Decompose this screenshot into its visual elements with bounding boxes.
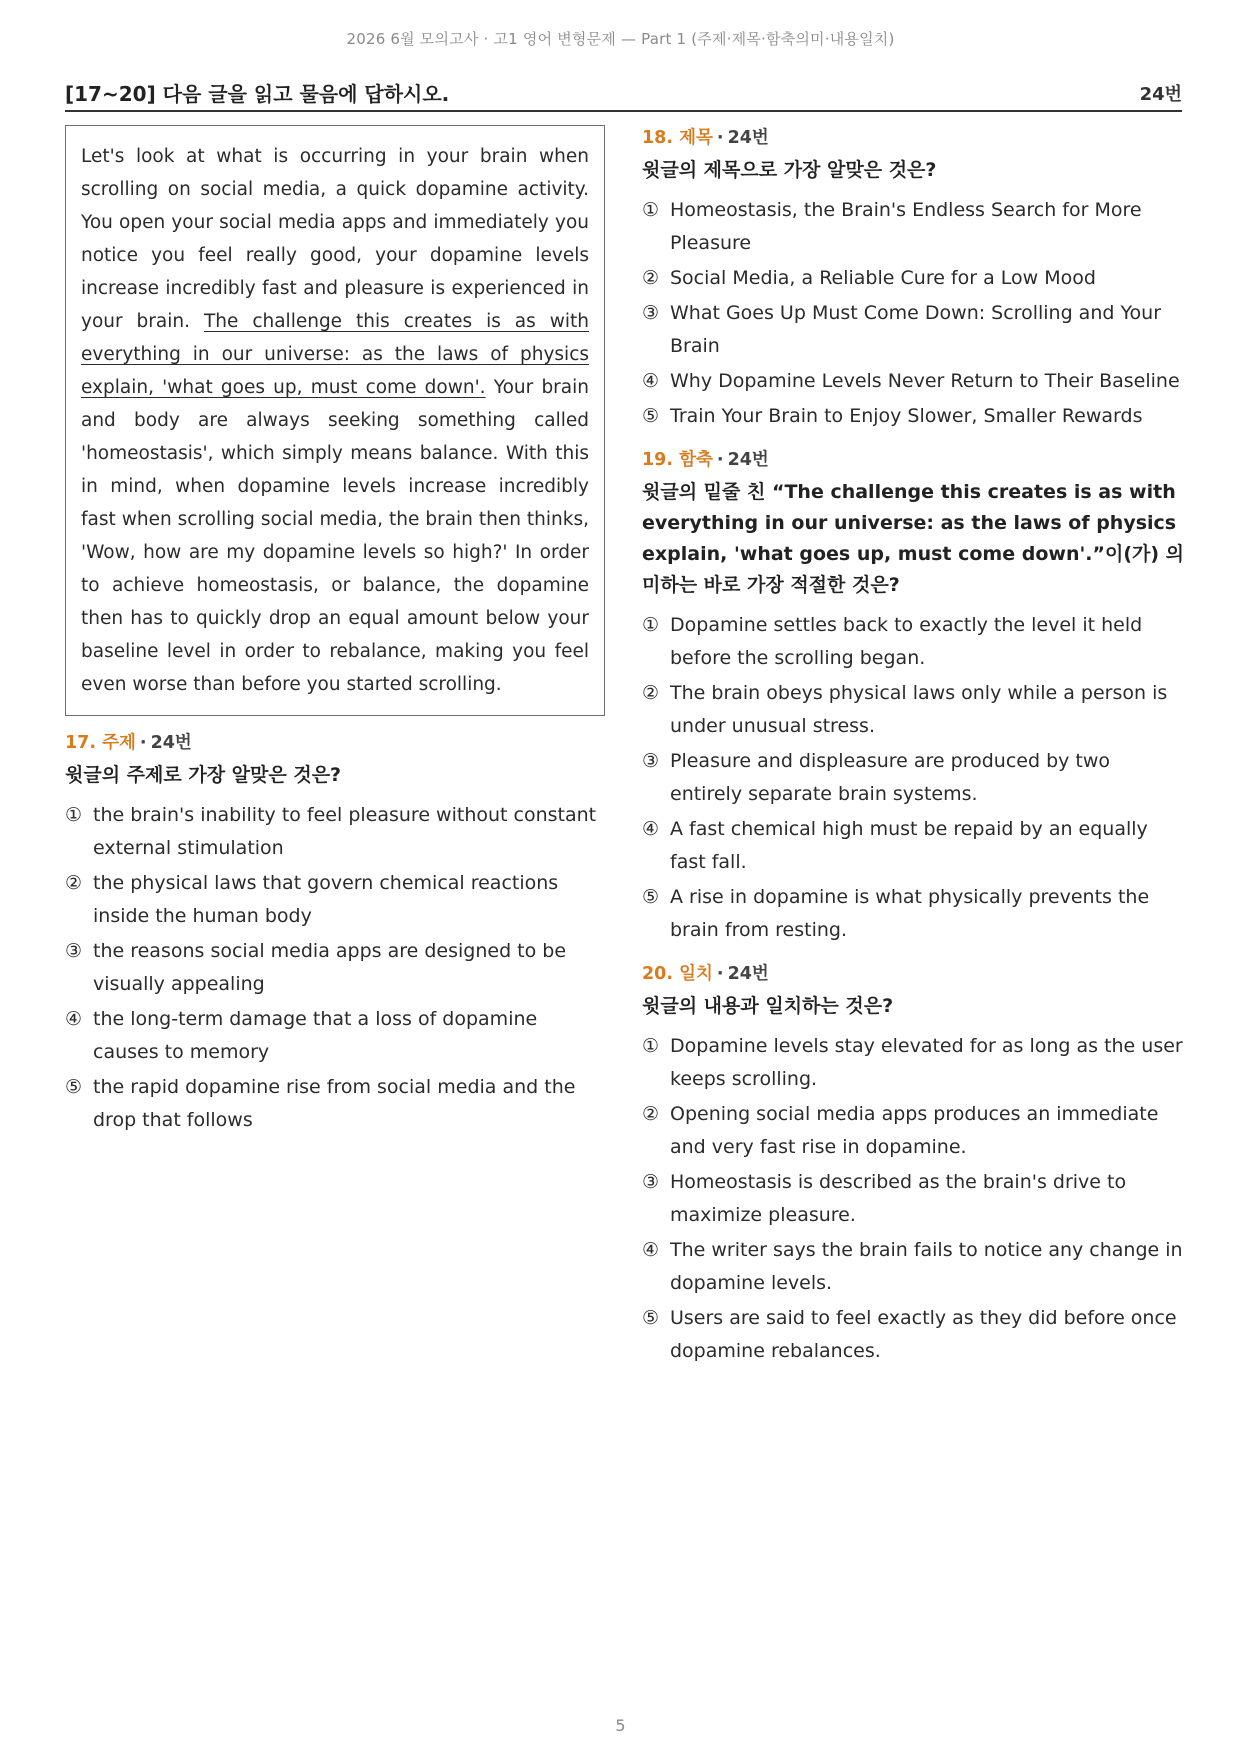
option-marker: ①	[65, 804, 83, 826]
running-header: 2026 6월 모의고사 · 고1 영어 변형문제 — Part 1 (주제·제목·함축의미·내용일치)	[346, 30, 895, 48]
meta-separator: ·	[716, 128, 724, 148]
option-text: the long-term damage that a loss of dopamine causes to memory	[93, 1008, 538, 1063]
question-ref: 24번	[727, 450, 769, 470]
option-text: the physical laws that govern chemical reactions inside the human body	[93, 872, 559, 927]
question-prompt: 윗글의 제목으로 가장 알맞은 것은?	[642, 159, 937, 181]
answer-option[interactable]	[65, 867, 605, 933]
option-text: Opening social media apps produces an immediate and very fast rise in dopamine.	[670, 1103, 1159, 1158]
answer-options	[642, 609, 1187, 947]
meta-separator: ·	[139, 733, 147, 753]
option-marker: ①	[642, 199, 660, 221]
option-text: A fast chemical high must be repaid by an equally fast fall.	[670, 818, 1148, 873]
option-marker: ③	[642, 302, 660, 324]
option-text: The brain obeys physical laws only while a person is under unusual stress.	[670, 682, 1168, 737]
option-marker: ①	[642, 1035, 660, 1057]
option-text: Dopamine settles back to exactly the level it held before the scrolling began.	[670, 614, 1143, 669]
answer-option[interactable]	[642, 813, 1187, 879]
question-prompt: 윗글의 내용과 일치하는 것은?	[642, 995, 894, 1017]
question-20	[642, 961, 1187, 1368]
answer-option[interactable]	[642, 677, 1187, 743]
answer-option[interactable]	[642, 881, 1187, 947]
answer-option[interactable]	[65, 1071, 605, 1137]
answer-option[interactable]	[642, 609, 1187, 675]
question-meta	[65, 730, 605, 756]
option-marker: ③	[65, 940, 83, 962]
answer-option[interactable]	[642, 194, 1187, 260]
option-marker: ③	[642, 1171, 660, 1193]
underlined-sentence: The challenge this creates is as with everything in our universe: as the laws of physics explain, 'what goes up, must come down'.	[81, 311, 589, 398]
option-marker: ②	[65, 872, 83, 894]
question-18	[642, 125, 1187, 433]
answer-option[interactable]	[642, 1098, 1187, 1164]
question-prompt: 윗글의 밑줄 친 “The challenge this creates is as with everything in our universe: as the laws of physics explain, 'what goes up, must come down'.”이(가) 의미하는 바로 가장 적절한 것은?	[642, 481, 1185, 596]
question-19	[642, 447, 1187, 947]
question-meta	[642, 447, 1187, 473]
answer-option[interactable]	[65, 935, 605, 1001]
option-marker: ④	[642, 1239, 660, 1261]
option-text: the brain's inability to feel pleasure without constant external stimulation	[93, 804, 597, 859]
passage-text-before: Let's look at what is occurring in your brain when scrolling on social media, a quick dopamine activity. You open your social media apps and immediately you notice you feel really good, your dopamine levels increase incredibly fast and pleasure is experienced in your brain.	[81, 146, 589, 332]
question-label: 17. 주제	[65, 733, 136, 753]
option-marker: ⑤	[642, 405, 660, 427]
answer-option[interactable]	[642, 1234, 1187, 1300]
option-text: A rise in dopamine is what physically prevents the brain from resting.	[670, 886, 1150, 941]
answer-option[interactable]	[642, 745, 1187, 811]
passage-text-after: Your brain and body are always seeking something called 'homeostasis', which simply means balance. With this in mind, when dopamine levels increase incredibly fast when scrolling social media, the brain then thinks, 'Wow, how are my dopamine levels so high?' In order to achieve homeostasis, or balance, the dopamine then has to quickly drop an equal amount below your baseline level in order to rebalance, making you feel even worse than before you started scrolling.	[81, 377, 589, 695]
answer-option[interactable]	[642, 262, 1187, 295]
section-heading	[65, 76, 1182, 112]
option-marker: ⑤	[65, 1076, 83, 1098]
answer-option[interactable]	[642, 400, 1187, 433]
question-prompt: 윗글의 주제로 가장 알맞은 것은?	[65, 764, 342, 786]
option-marker: ⑤	[642, 1307, 660, 1329]
answer-option[interactable]	[642, 297, 1187, 363]
option-text: the rapid dopamine rise from social media and the drop that follows	[93, 1076, 576, 1131]
option-text: Users are said to feel exactly as they did before once dopamine rebalances.	[670, 1307, 1177, 1362]
option-text: Why Dopamine Levels Never Return to Their Baseline	[670, 370, 1180, 392]
option-text: Train Your Brain to Enjoy Slower, Smaller Rewards	[670, 405, 1143, 427]
question-meta	[642, 125, 1187, 151]
option-marker: ②	[642, 267, 660, 289]
answer-option[interactable]	[642, 1302, 1187, 1368]
reading-passage	[65, 125, 605, 716]
answer-option[interactable]	[642, 1030, 1187, 1096]
answer-options	[65, 799, 605, 1137]
left-column	[65, 125, 605, 1139]
answer-option[interactable]	[65, 799, 605, 865]
option-text: Homeostasis, the Brain's Endless Search for More Pleasure	[670, 199, 1142, 254]
question-ref: 24번	[727, 964, 769, 984]
question-label: 20. 일치	[642, 964, 713, 984]
option-marker: ②	[642, 682, 660, 704]
question-label: 18. 제목	[642, 128, 713, 148]
option-text: The writer says the brain fails to notice any change in dopamine levels.	[670, 1239, 1183, 1294]
question-ref: 24번	[150, 733, 192, 753]
meta-separator: ·	[716, 450, 724, 470]
option-text: What Goes Up Must Come Down: Scrolling and Your Brain	[670, 302, 1162, 357]
question-17	[65, 730, 605, 1137]
option-text: Pleasure and displeasure are produced by two entirely separate brain systems.	[670, 750, 1111, 805]
passage-number: 24번	[1139, 84, 1182, 105]
option-marker: ④	[642, 370, 660, 392]
option-marker: ①	[642, 614, 660, 636]
question-label: 19. 함축	[642, 450, 713, 470]
option-marker: ②	[642, 1103, 660, 1125]
section-title: [17~20] 다음 글을 읽고 물음에 답하시오.	[65, 82, 450, 106]
question-meta	[642, 961, 1187, 987]
meta-separator: ·	[716, 964, 724, 984]
option-marker: ④	[642, 818, 660, 840]
answer-options	[642, 194, 1187, 433]
option-text: the reasons social media apps are designed to be visually appealing	[93, 940, 567, 995]
option-marker: ④	[65, 1008, 83, 1030]
question-ref: 24번	[727, 128, 769, 148]
answer-option[interactable]	[642, 365, 1187, 398]
option-marker: ⑤	[642, 886, 660, 908]
option-marker: ③	[642, 750, 660, 772]
answer-option[interactable]	[642, 1166, 1187, 1232]
option-text: Dopamine levels stay elevated for as long as the user keeps scrolling.	[670, 1035, 1183, 1090]
answer-option[interactable]	[65, 1003, 605, 1069]
right-column	[642, 125, 1187, 1370]
answer-options	[642, 1030, 1187, 1368]
page-number: 5	[615, 1716, 626, 1735]
option-text: Social Media, a Reliable Cure for a Low Mood	[670, 267, 1096, 289]
option-text: Homeostasis is described as the brain's drive to maximize pleasure.	[670, 1171, 1127, 1226]
